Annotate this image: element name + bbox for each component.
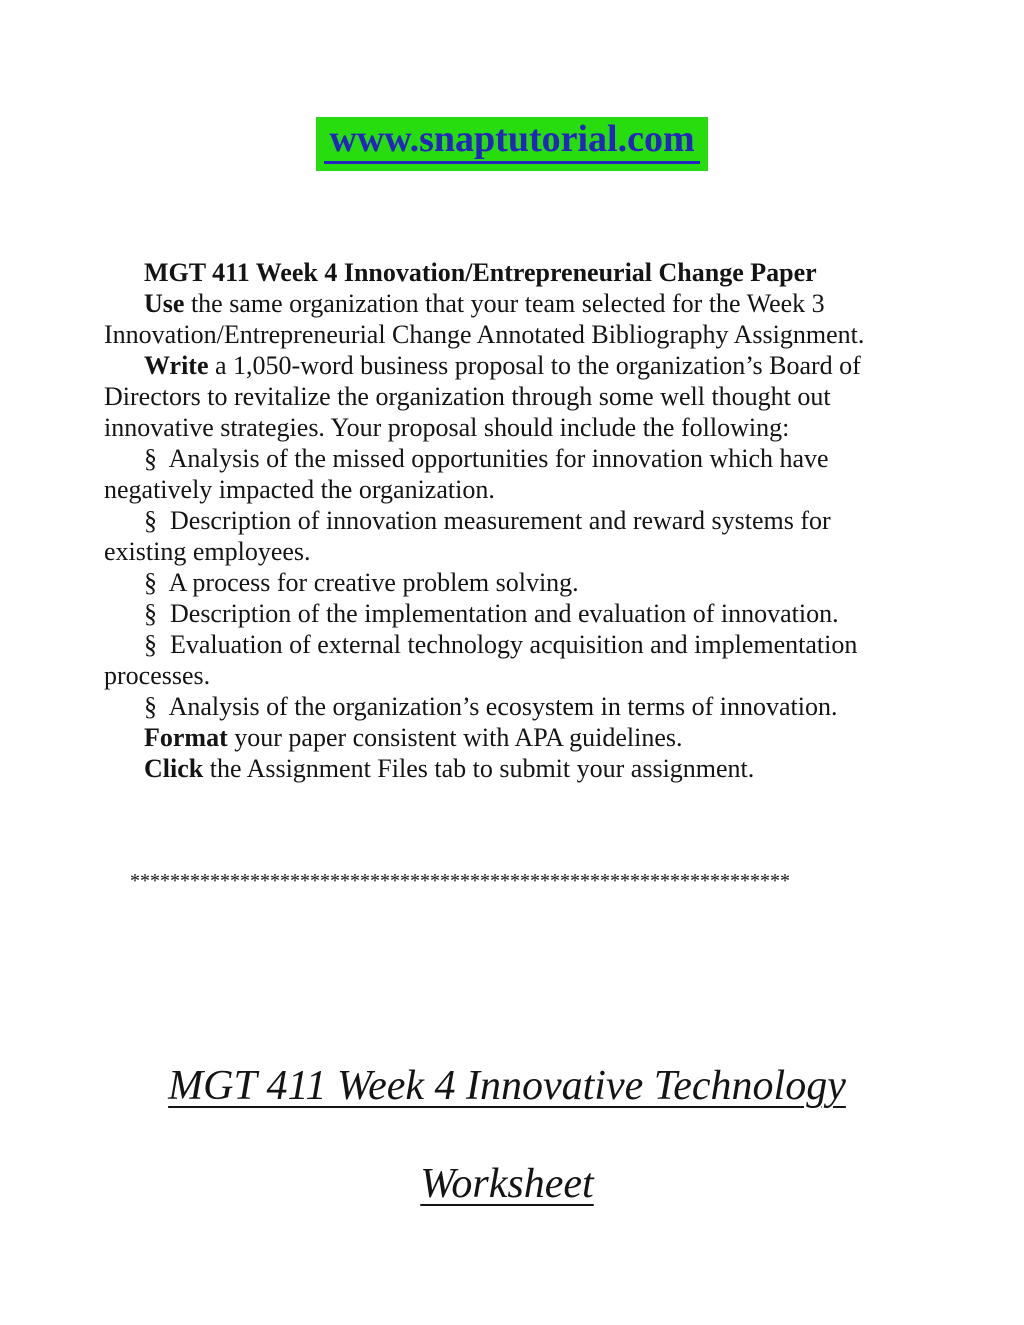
paragraph [104,288,910,350]
site-link[interactable]: www.snaptutorial.com [324,118,699,164]
site-link-highlight [316,117,707,171]
paragraph-bold-lead: Format [144,723,228,752]
paragraph-bold-lead: Write [144,351,209,380]
separator-asterisks: ****************************************************************** [130,870,790,892]
paragraph-text: § Evaluation of external technology acquisition and implementation processes. [104,630,858,690]
paragraph-text: § Description of the implementation and evaluation of innovation. [144,599,839,628]
paragraph-text: the Assignment Files tab to submit your assignment. [203,754,755,783]
paragraph-text: § Description of innovation measurement and reward systems for existing employees. [104,506,831,566]
paragraph-bold-lead: Use [144,289,185,318]
paragraph [104,443,910,505]
paragraph [104,753,910,784]
paragraph [104,257,910,288]
document-body [104,257,910,1209]
paragraph [104,350,910,443]
paragraph-text: § Analysis of the organization’s ecosystem in terms of innovation. [144,692,838,721]
paragraph [104,629,910,691]
paragraphs [104,257,910,784]
footer-heading [104,1061,910,1209]
paragraph-text: a 1,050-word business proposal to the organization’s Board of Directors to revitalize the organization through some well thought out innovative strategies. Your proposal should include the following: [104,351,861,442]
paragraph [104,567,910,598]
paragraph-text: your paper consistent with APA guidelines. [227,723,683,752]
site-link-banner [0,117,1024,171]
paragraph-text: the same organization that your team selected for the Week 3 Innovation/Entrepreneurial Change Annotated Bibliography Assignment. [104,289,865,349]
paragraph [104,598,910,629]
paragraph [104,722,910,753]
paragraph-text: § A process for creative problem solving. [144,568,579,597]
footer-heading-line2: Worksheet [420,1161,594,1207]
paragraph [104,505,910,567]
paragraph-text: § Analysis of the missed opportunities for innovation which have negatively impacted the organization. [104,444,829,504]
paragraph-bold-lead: Click [144,754,204,783]
paragraph-bold-lead: MGT 411 Week 4 Innovation/Entrepreneurial Change Paper [144,258,817,287]
paragraph [104,691,910,722]
footer-heading-line1: MGT 411 Week 4 Innovative Technology [168,1063,846,1109]
